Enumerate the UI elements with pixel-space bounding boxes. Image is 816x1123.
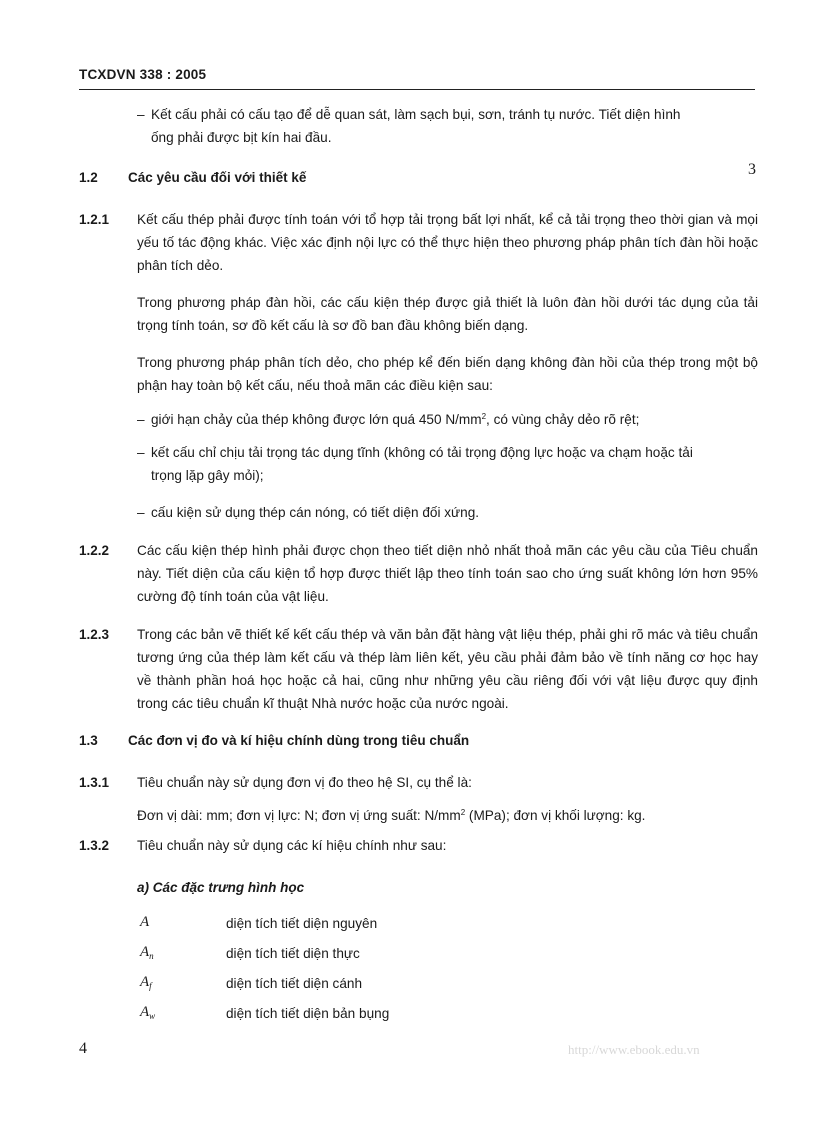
condition-1-text: giới hạn chảy của thép không được lớn quá 450 N/mm	[151, 412, 482, 427]
section-number-1-3: 1.3	[79, 733, 98, 748]
dash-bullet: –	[137, 445, 145, 460]
condition-2-line-2: trọng lặp gây mỏi);	[151, 468, 264, 483]
section-title-1-3: Các đơn vị đo và kí hiệu chính dùng trong tiêu chuẩn	[128, 733, 470, 748]
dash-bullet: –	[137, 505, 145, 520]
symbol-description: diện tích tiết diện cánh	[226, 976, 363, 991]
document-header: TCXDVN 338 : 2005	[79, 67, 207, 82]
symbol-A: A	[140, 914, 150, 930]
units-line	[137, 804, 758, 827]
paragraph-1-3-1: Tiêu chuẩn này sử dụng đơn vị đo theo hệ SI, cụ thể là:	[137, 775, 472, 790]
page-number: 4	[79, 1040, 87, 1057]
condition-item-3	[137, 501, 758, 524]
paragraph-1-2-1-b: Trong phương pháp đàn hồi, các cấu kiện thép được giả thiết là luôn đàn hồi dưới tác dụng của tải trọng tính toán, sơ đồ kết cấu là sơ đồ ban đầu không biến dạng.	[137, 295, 758, 333]
section-number-1-3-1: 1.3.1	[79, 775, 110, 790]
section-number-1-3-2: 1.3.2	[79, 838, 110, 853]
section-number-1-2-1: 1.2.1	[79, 212, 110, 227]
intro-line-1: Kết cấu phải có cấu tạo để dễ quan sát, làm sạch bụi, sơn, tránh tụ nước. Tiết diện hình	[151, 107, 681, 122]
paragraph-1-2-1-a: Kết cấu thép phải được tính toán với tổ hợp tải trọng bất lợi nhất, kể cả tải trọng theo thời gian và mọi yếu tố tác động khác. Việc xác định nội lực có thể thực hiện theo phương pháp phân tích đàn hồi hoặc phân tích dẻo.	[137, 212, 758, 273]
paragraph-1-2-1-c: Trong phương pháp phân tích dẻo, cho phép kể đến biến dạng không đàn hồi của thép trong một bộ phận hay toàn bộ kết cấu, nếu thoả mãn các điều kiện sau:	[137, 355, 758, 393]
condition-item-2	[137, 441, 758, 487]
section-title-1-2: Các yêu cầu đối với thiết kế	[128, 170, 307, 185]
symbol-description: diện tích tiết diện bản bụng	[226, 1006, 390, 1021]
dash-bullet: –	[137, 412, 145, 427]
symbol-description: diện tích tiết diện nguyên	[226, 916, 378, 931]
condition-3-text: cấu kiện sử dụng thép cán nóng, có tiết diện đối xứng.	[151, 505, 480, 520]
section-number-1-2: 1.2	[79, 170, 98, 185]
section-number-1-2-3: 1.2.3	[79, 627, 110, 642]
watermark-url: http://www.ebook.edu.vn	[568, 1042, 700, 1057]
intro-line-2: ống phải được bịt kín hai đầu.	[151, 130, 332, 145]
superscript: 2	[481, 412, 487, 421]
paragraph-1-2-2: Các cấu kiện thép hình phải được chọn theo tiết diện nhỏ nhất thoả mãn các yêu cầu của Tiêu chuẩn này. Tiết diện của cấu kiện tổ hợp được thiết lập theo tính toán sao cho ứng suất không lớn hơn 95% cường độ tính toán của vật liệu.	[137, 543, 758, 604]
symbol-Af: $A_f$	[140, 974, 152, 991]
paragraph-1-2-3: Trong các bản vẽ thiết kế kết cấu thép và văn bản đặt hàng vật liệu thép, phải ghi rõ mác và tiêu chuẩn tương ứng của thép làm kết cấu và thép làm liên kết, yêu cầu phải đảm bảo về tính năng cơ học hay về thành phần hoá học hoặc cả hai, cũng như những yêu cầu riêng đối với vật liệu được quy định trong các tiêu chuẩn kĩ thuật Nhà nước hoặc của nước ngoài.	[137, 627, 758, 711]
condition-item-1	[137, 408, 758, 431]
symbol-description: diện tích tiết diện thực	[226, 946, 360, 961]
subheading-geometry: a) Các đặc trưng hình học	[137, 880, 305, 895]
condition-2-line-1: kết cấu chỉ chịu tải trọng tác dụng tĩnh (không có tải trọng động lực hoặc va chạm hoặc tải	[151, 445, 693, 460]
superscript: 2	[460, 808, 466, 817]
units-tail: (MPa); đơn vị khối lượng: kg.	[465, 808, 646, 823]
header-rule	[79, 89, 755, 90]
paragraph-1-3-2: Tiêu chuẩn này sử dụng các kí hiệu chính như sau:	[137, 838, 447, 853]
section-number-1-2-2: 1.2.2	[79, 543, 110, 558]
dash-bullet: –	[137, 107, 145, 122]
intro-item	[137, 103, 758, 149]
condition-1-tail: , có vùng chảy dẻo rõ rệt;	[486, 412, 640, 427]
symbol-Aw: $A_w$	[140, 1004, 156, 1021]
units-text: Đơn vị dài: mm; đơn vị lực: N; đơn vị ứng suất: N/mm	[137, 808, 461, 823]
side-page-number: 3	[748, 161, 756, 178]
symbol-An: $A_n$	[140, 944, 154, 961]
